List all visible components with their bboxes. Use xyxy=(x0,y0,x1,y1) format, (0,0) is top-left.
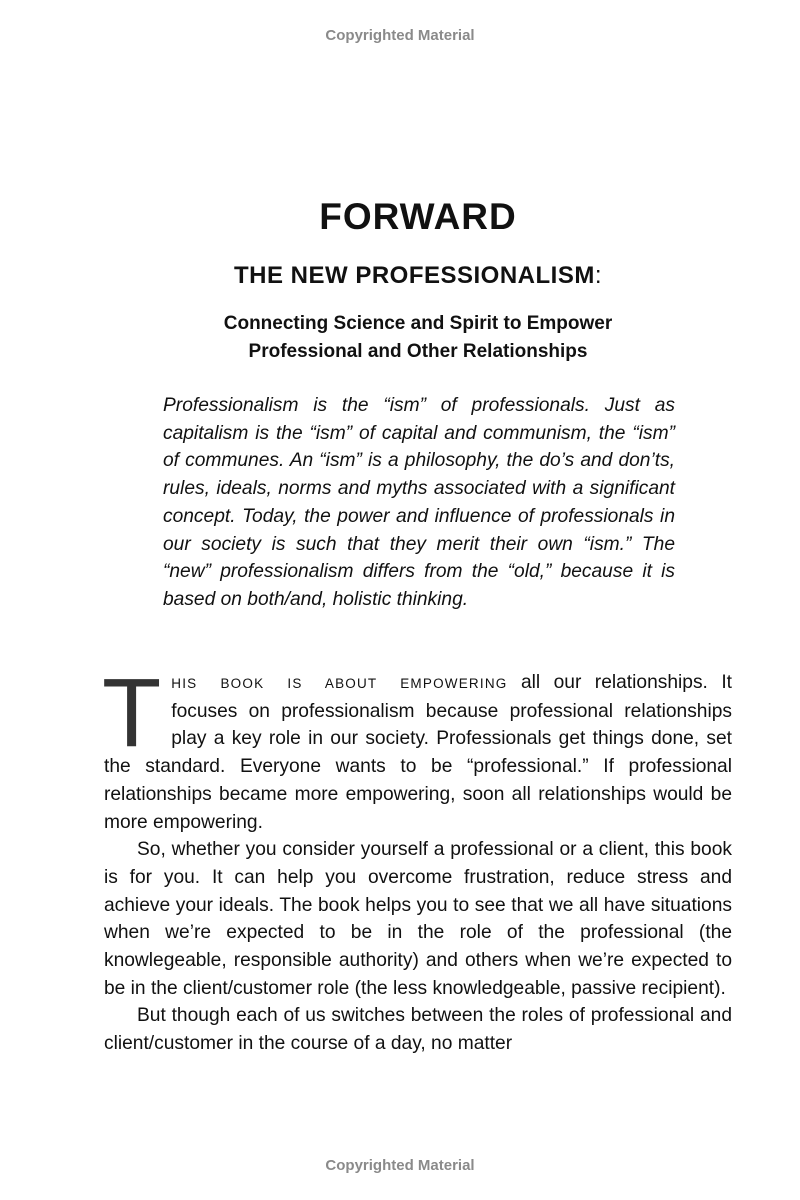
chapter-tagline xyxy=(0,310,800,366)
small-caps-lead: HIS BOOK IS ABOUT EMPOWERING xyxy=(171,676,508,691)
copyright-watermark-top: Copyrighted Material xyxy=(325,27,475,44)
body-text xyxy=(102,658,732,1058)
subtitle-text: THE NEW PROFESSIONALISM xyxy=(233,262,595,289)
tagline-line-2: Professional and Other Relationships xyxy=(248,341,588,362)
epigraph-quote: Professionalism is the “ism” of professionals. Just as capitalism is the “ism” of capital and communism, the “ism” of communes. An “ism” is a philosophy, the do’s and don’ts, rules, ideals, norms and myths associated with a significant concept. Today, the power and influence of professionals in our society is such that they merit their own “ism.” The “new” professionalism differs from the “old,” because it is based on both/and, holistic thinking. xyxy=(163,395,675,610)
paragraph-1-text: all our relationships. It focuses on professionalism because professional relationships play a key role in our society. Professionals get things done, set the standard. Everyone wants to be “professional.” If professional relationships became more empowering, soon all relationships would be more empowering. xyxy=(104,672,732,833)
drop-cap: T xyxy=(102,658,162,767)
tagline-line-1: Connecting Science and Spirit to Empower xyxy=(223,313,613,334)
paragraph-2: So, whether you consider yourself a professional or a client, this book is for you. It can help you overcome frustration, reduce stress and achieve your ideals. The book helps you to see that we all have situations when we’re expected to be in the role of the professional (the knowlegeable, responsible authority) and others when we’re expected to be in the client/customer role (the less knowledgeable, passive recipient). xyxy=(104,839,732,999)
paragraph-1 xyxy=(102,658,732,836)
copyright-watermark-bottom: Copyrighted Material xyxy=(325,1157,475,1174)
chapter-subtitle xyxy=(0,262,800,290)
chapter-title: FORWARD xyxy=(319,196,517,237)
paragraph-3: But though each of us switches between the roles of professional and client/customer in the course of a day, no matter xyxy=(104,1005,732,1055)
subtitle-colon: : xyxy=(594,262,603,289)
